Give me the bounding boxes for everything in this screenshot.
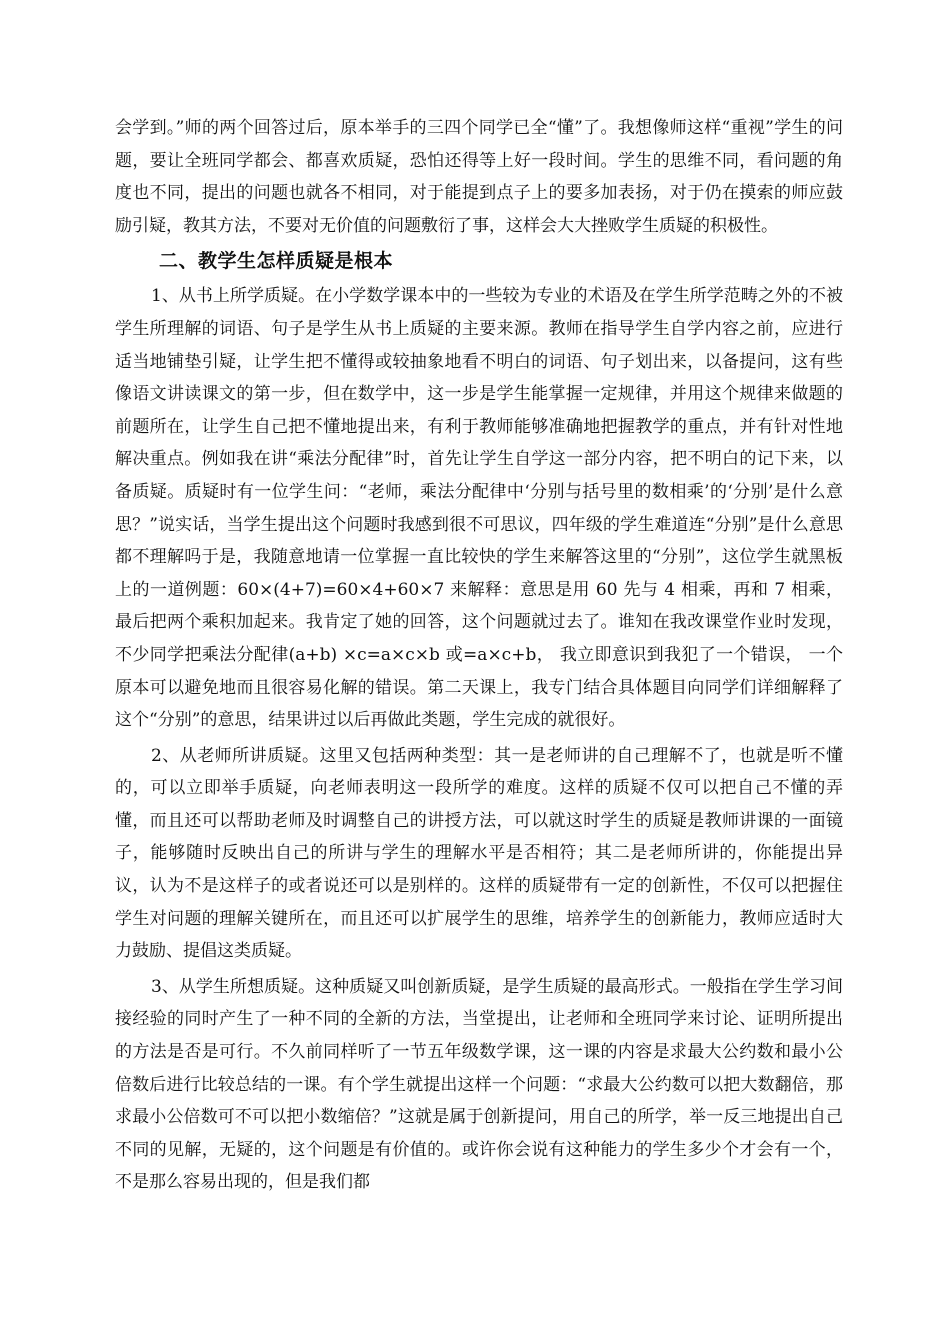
- document-page: [115, 112, 843, 1199]
- intro-paragraph: 会学到。”师的两个回答过后，原本举手的三四个同学已全“懂”了。我想像师这样“重视”学生的问题，要让全班同学都会、都喜欢质疑，恐怕还得等上好一段时间。学生的思维不同，看问题的角度也不同，提出的问题也就各不相同，对于能提到点子上的要多加表扬，对于仍在摸索的师应鼓励引疑，教其方法，不要对无价值的问题敷衍了事，这样会大大挫败学生质疑的积极性。: [115, 118, 843, 236]
- paragraph-teacher-questioning: 2、从老师所讲质疑。这里又包括两种类型：其一是老师讲的自己理解不了，也就是听不懂的，可以立即举手质疑，向老师表明这一段所学的难度。这样的质疑不仅可以把自己不懂的弄懂，而且还可以帮助老师及时调整自己的讲授方法，可以就这时学生的质疑是教师讲课的一面镜子，能够随时反映出自己的所讲与学生的理解水平是否相符；其二是老师所讲的，你能提出异议，认为不是这样子的或者说还可以是别样的。这样的质疑带有一定的创新性，不仅可以把握住学生对问题的理解关键所在，而且还可以扩展学生的思维，培养学生的创新能力，教师应适时大力鼓励、提倡这类质疑。: [115, 745, 843, 962]
- paragraph-student-questioning: 3、从学生所想质疑。这种质疑又叫创新质疑，是学生质疑的最高形式。一般指在学生学习间接经验的同时产生了一种不同的全新的方法，当堂提出，让老师和全班同学来讨论、证明所提出的方法是否是可行。不久前同样听了一节五年级数学课，这一课的内容是求最大公约数和最小公倍数后进行比较总结的一课。有个学生就提出这样一个问题：“求最大公约数可以把大数翻倍，那求最小公倍数可不可以把小数缩倍？”这就是属于创新提问，用自己的所学，举一反三地提出自己不同的见解，无疑的，这个问题是有价值的。或许你会说有这种能力的学生多少个才会有一个，不是那么容易出现的，但是我们都: [115, 976, 843, 1193]
- paragraph-book-questioning: 1、从书上所学质疑。在小学数学课本中的一些较为专业的术语及在学生所学范畴之外的不被学生所理解的词语、句子是学生从书上质疑的主要来源。教师在指导学生自学内容之前，应进行适当地铺垫引疑，让学生把不懂得或较抽象地看不明白的词语、句子划出来，以备提问，这有些像语文讲读课文的第一步，但在数学中，这一步是学生能掌握一定规律，并用这个规律来做题的前题所在，让学生自己把不懂地提出来，有利于教师能够准确地把握教学的重点，并有针对性地解决重点。例如我在讲“乘法分配律”时，首先让学生自学这一部分内容，把不明白的记下来，以备质疑。质疑时有一位学生问：“老师，乘法分配律中‘分别与括号里的数相乘’的‘分别’是什么意思？”说实话，当学生提出这个问题时我感到很不可思议，四年级的学生难道连“分别”是什么意思都不理解吗于是，我随意地请一位掌握一直比较快的学生来解答这里的“分别”，这位学生就黑板上的一道例题：60×(4+7)=60×4+60×7 来解释：意思是用 60 先与 4 相乘，再和 7 相乘，最后把两个乘积加起来。我肯定了她的回答，这个问题就过去了。谁知在我改课堂作业时发现，不少同学把乘法分配律(a+b) ×c=a×c×b 或=a×c+b， 我立即意识到我犯了一个错误， 一个原本可以避免地而且很容易化解的错误。第二天课上，我专门结合具体题目向同学们详细解释了这个“分别”的意思，结果讲过以后再做此类题，学生完成的就很好。: [115, 286, 843, 731]
- section-heading: 二、教学生怎样质疑是根本: [159, 250, 394, 273]
